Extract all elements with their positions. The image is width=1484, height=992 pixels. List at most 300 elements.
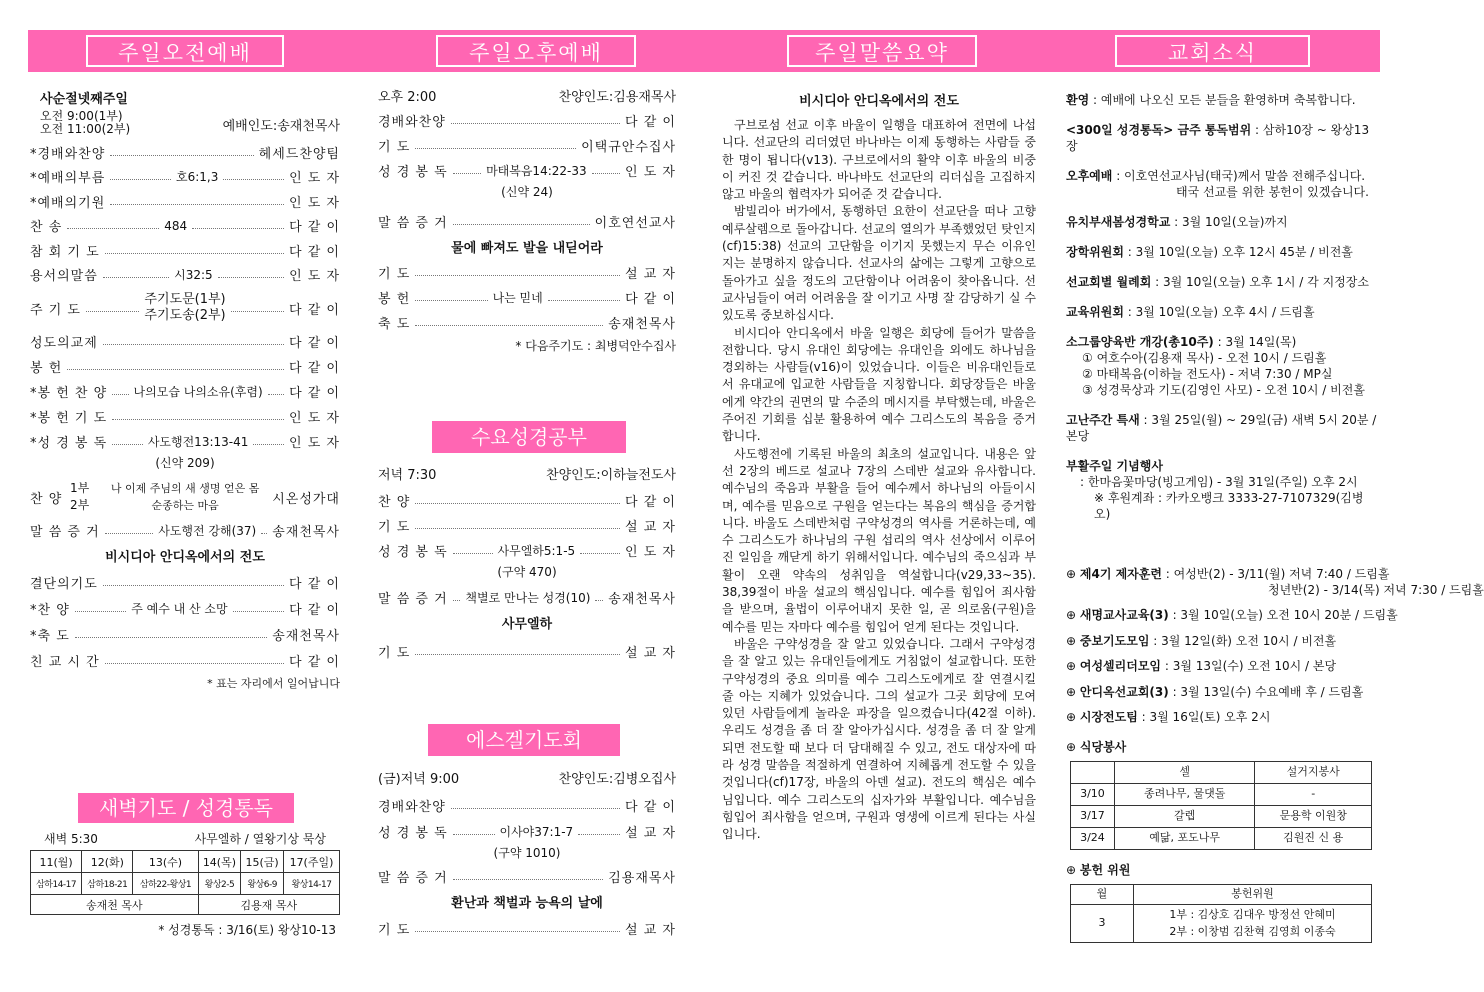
news-item bbox=[1066, 607, 1398, 633]
day-cell: 11(월) bbox=[31, 851, 82, 873]
order-row bbox=[30, 379, 340, 404]
news-items bbox=[1066, 566, 1484, 735]
dots bbox=[110, 204, 284, 205]
song-1: 나 이제 주님의 새 생명 얻은 몸 bbox=[110, 482, 260, 495]
order-label: 결단의기도 bbox=[30, 576, 98, 592]
order-row bbox=[378, 310, 676, 335]
afternoon-time: 오후 2:00 bbox=[378, 90, 437, 105]
order-row bbox=[378, 158, 676, 183]
order-label: 찬 양 bbox=[378, 495, 411, 510]
sermon-title: 비시디아 안디옥에서의 전도 bbox=[105, 550, 265, 565]
dots bbox=[415, 148, 576, 149]
dots bbox=[105, 533, 154, 534]
wednesday-list-1 bbox=[378, 488, 676, 563]
dots bbox=[231, 311, 284, 312]
dots bbox=[453, 224, 590, 225]
reading-cell: 왕상14-17 bbox=[283, 873, 339, 895]
ezekiel-malsseum bbox=[378, 864, 676, 888]
news-item bbox=[1066, 709, 1378, 735]
order-label: *찬 양 bbox=[30, 602, 70, 618]
wednesday-service bbox=[378, 464, 676, 666]
order-label: 경배와찬양 bbox=[378, 115, 446, 130]
jugido-2: 주기도송(2부) bbox=[144, 308, 226, 323]
group-item: ② 마태복음(이하늘 전도사) - 저녁 7:30 / MP실 bbox=[1082, 367, 1333, 381]
order-value: 이호연선교사 bbox=[594, 215, 676, 231]
order-value: 인 도 자 bbox=[289, 171, 341, 187]
order-label: 봉 헌 bbox=[378, 292, 411, 307]
news-easter bbox=[1066, 458, 1378, 522]
news-kinder bbox=[1066, 214, 1378, 230]
reading-cell: 왕상6-9 bbox=[241, 873, 284, 895]
chanyang-songs bbox=[98, 480, 272, 514]
summary-paragraph: 밤빌리아 버가에서, 동행하던 요한이 선교단을 떠나 고향 예루살렘으로 돌아갑니다. 선교의 열의가 부족했었던 탓인지(cf)15:38) 선교의 고단함을 이기지 못했는지 무슨 이유인지는 분명하지 않습니다. 선교사의 삶에는 그렇게 고향으로 돌아가고 싶을 정도의 고단함이나 어려움이 찾아옵니다. 선교사님들이 여러 어려움을 잘 이기고 사명 잘 감당하기 실 수 있도록 중보하십시다. bbox=[722, 204, 1036, 323]
bullet-icon: ⊕ bbox=[1066, 862, 1077, 877]
order-row bbox=[378, 818, 676, 844]
order-mid: 이사야37:1-7 bbox=[499, 824, 574, 839]
order-mid: 사도행전13:13-41 bbox=[147, 435, 249, 449]
offering-2: 2부 : 이창범 김찬혁 김영희 이종숙 bbox=[1169, 925, 1336, 938]
dots bbox=[103, 344, 284, 345]
reading-cell: 삼하22-왕상1 bbox=[133, 873, 198, 895]
header-morning: 주일오전예배 bbox=[86, 35, 284, 67]
order-value: 다 같 이 bbox=[289, 654, 340, 670]
news-text: : 3월 14일(목) bbox=[1213, 335, 1297, 349]
news-text: : 예배에 나오신 모든 분들을 환영하며 축복합니다. bbox=[1089, 93, 1356, 107]
dots bbox=[595, 600, 603, 601]
church-news-2 bbox=[1066, 566, 1484, 943]
dining-table bbox=[1070, 761, 1372, 850]
order-row bbox=[30, 214, 340, 239]
order-row bbox=[378, 915, 676, 941]
order-value: 인 도 자 bbox=[289, 411, 340, 426]
ezekiel-list-1 bbox=[378, 792, 676, 844]
summary-paragraph: 비시디아 안디옥에서 바울 일행은 회당에 들어가 말씀을 전합니다. 당시 유대인 회당에는 유대인을 외에도 하나님을 경외하는 사람들(v16)이 있었습니다. 이들은 비유대인들로서 유대교에 입교한 사람들을 지칭합니다. 회당장들은 바울에게 약간의 권면의 말 수준의 메시지를 부탁했는데, 바울은 주어진 기회를 십분 활용하여 예수 그리스도의 복음을 증거합니다. bbox=[722, 325, 1036, 444]
dots bbox=[415, 654, 620, 655]
bullet-icon: ⊕ bbox=[1066, 659, 1080, 673]
order-value: 설 교 자 bbox=[625, 922, 676, 938]
order-label: 주 기 도 bbox=[30, 302, 81, 318]
dots bbox=[415, 300, 487, 301]
dawn-time: 새벽 5:30 bbox=[44, 832, 98, 846]
dining-header bbox=[1071, 761, 1372, 783]
dining-cell: - bbox=[1255, 783, 1372, 805]
dots bbox=[110, 179, 171, 180]
bible-ref: (구약 470) bbox=[497, 565, 557, 579]
order-value: 송재천목사 bbox=[608, 317, 676, 332]
dining-cell: 문용학 이원창 bbox=[1255, 805, 1372, 827]
sunday-name: 사순절넷째주일 bbox=[40, 92, 128, 107]
order-mid: 호6:1,3 bbox=[176, 170, 219, 185]
reading-cell: 왕상2-5 bbox=[198, 873, 241, 895]
dining-header-cell: 셀 bbox=[1114, 761, 1255, 783]
order-row bbox=[378, 792, 676, 818]
order-value: 다 같 이 bbox=[289, 244, 340, 260]
next-prayer: * 다음주기도 : 최병덕안수집사 bbox=[515, 339, 676, 353]
order-label: 성 경 봉 독 bbox=[378, 825, 448, 841]
group-item: ① 여호수아(김용재 목사) - 오전 10시 / 드림홀 bbox=[1082, 351, 1327, 365]
bullet-icon: ⊕ bbox=[1066, 633, 1080, 648]
order-value: 다 같 이 bbox=[625, 799, 676, 815]
dawn-section bbox=[30, 830, 340, 938]
part-1: 1부 bbox=[70, 481, 90, 495]
bullet-icon: ⊕ bbox=[1066, 608, 1080, 622]
order-value: 인 도 자 bbox=[625, 165, 676, 180]
order-row bbox=[30, 189, 340, 214]
dots bbox=[453, 879, 604, 880]
order-row bbox=[30, 140, 340, 165]
order-row bbox=[30, 329, 340, 354]
order-row bbox=[30, 354, 340, 379]
dots bbox=[75, 611, 126, 612]
dots bbox=[67, 228, 159, 229]
order-list-2 bbox=[30, 329, 340, 454]
order-mid: 나는 믿네 bbox=[492, 291, 543, 305]
dots bbox=[253, 444, 284, 445]
news-passion bbox=[1066, 412, 1378, 444]
order-row bbox=[378, 108, 676, 133]
order-label: 참 회 기 도 bbox=[30, 244, 100, 260]
dots bbox=[415, 528, 620, 529]
dots bbox=[453, 553, 493, 554]
order-row bbox=[378, 209, 676, 233]
wednesday-list-2 bbox=[378, 636, 676, 666]
news-label: 제4기 제자훈련 bbox=[1079, 567, 1162, 581]
order-value: 이택규안수집사 bbox=[581, 140, 676, 155]
church-news bbox=[1066, 92, 1378, 522]
order-list-3 bbox=[30, 569, 340, 673]
dots bbox=[415, 503, 620, 504]
dots bbox=[261, 533, 267, 534]
dots bbox=[103, 585, 284, 586]
preacher-row bbox=[31, 895, 340, 915]
dots bbox=[223, 179, 284, 180]
order-jugido bbox=[30, 287, 340, 329]
order-label: *봉 헌 기 도 bbox=[30, 411, 108, 426]
news-text-2: 태국 선교를 위한 봉헌이 있겠습니다. bbox=[1176, 185, 1369, 199]
order-label: 축 도 bbox=[378, 317, 411, 332]
bible-ref: (구약 1010) bbox=[493, 846, 561, 860]
day-cell: 15(금) bbox=[241, 851, 284, 873]
order-row bbox=[378, 513, 676, 538]
order-row bbox=[30, 647, 340, 673]
dots bbox=[451, 808, 620, 809]
dining-cell: 3/17 bbox=[1071, 805, 1115, 827]
order-value: 다 같 이 bbox=[289, 361, 340, 376]
group-item: ③ 성경묵상과 기도(김영인 사모) - 오전 10시 / 비전홀 bbox=[1082, 383, 1365, 397]
ezekiel-header bbox=[378, 768, 676, 792]
afternoon-list-1 bbox=[378, 108, 676, 183]
wednesday-malsseum bbox=[378, 585, 676, 609]
order-label: 기 도 bbox=[378, 645, 411, 661]
news-text: : 3월 10일(오늘) 오후 1시 / 각 지정장소 bbox=[1151, 275, 1369, 289]
order-row bbox=[378, 488, 676, 513]
news-text: : 이호연선교사님(태국)께서 말씀 전해주십니다. bbox=[1112, 169, 1366, 183]
order-value: 설 교 자 bbox=[625, 825, 677, 841]
offering-header-cell: 봉헌위원 bbox=[1134, 884, 1372, 904]
order-row bbox=[378, 260, 676, 285]
dots bbox=[112, 444, 143, 445]
order-value: 송재천목사 bbox=[608, 591, 676, 607]
order-value: 김용재목사 bbox=[608, 870, 676, 886]
news-edu bbox=[1066, 304, 1378, 320]
order-label: 용서의말씀 bbox=[30, 269, 98, 285]
news-group bbox=[1066, 334, 1378, 398]
news-text: : 3월 12일(화) 오전 10시 / 비전홀 bbox=[1149, 633, 1337, 648]
order-value: 다 같 이 bbox=[289, 602, 341, 618]
dots bbox=[67, 369, 284, 370]
dots bbox=[453, 834, 495, 835]
summary-body bbox=[722, 117, 1036, 843]
wednesday-title: 수요성경공부 bbox=[432, 421, 626, 453]
dots bbox=[268, 394, 284, 395]
dining-cell: 종려나무, 물댓돌 bbox=[1114, 783, 1255, 805]
news-label: 환영 bbox=[1066, 93, 1090, 107]
group-list bbox=[1066, 350, 1378, 398]
news-text: : 3월 13일(수) 수요예배 후 / 드림홀 bbox=[1168, 684, 1364, 699]
order-label: *봉 헌 찬 양 bbox=[30, 386, 108, 401]
dawn-note: 사무엘하 / 열왕기상 묵상 bbox=[194, 832, 326, 846]
order-label: *경배와찬양 bbox=[30, 146, 106, 162]
dining-row bbox=[1071, 805, 1372, 827]
order-value: 다 같 이 bbox=[289, 220, 341, 236]
order-row bbox=[378, 636, 676, 666]
order-value: 시온성가대 bbox=[272, 491, 340, 507]
dots bbox=[86, 311, 139, 312]
news-text: : 여성반(2) - 3/11(월) 저녁 7:40 / 드림홀 bbox=[1161, 567, 1390, 581]
order-label: *축 도 bbox=[30, 628, 70, 644]
dots bbox=[233, 611, 284, 612]
dots bbox=[75, 637, 267, 638]
dawn-title: 새벽기도 / 성경통독 bbox=[78, 793, 294, 823]
bible-ref: (신약 24) bbox=[501, 185, 553, 199]
dots bbox=[548, 300, 620, 301]
afternoon-list-2 bbox=[378, 260, 676, 335]
dots bbox=[415, 275, 620, 276]
order-value: 송재천목사 bbox=[272, 628, 340, 644]
news-item bbox=[1066, 658, 1378, 684]
news-text: 청년반(2) - 3/14(목) 저녁 7:30 / 드림홀 bbox=[1268, 582, 1484, 597]
dots bbox=[112, 394, 128, 395]
order-label: 성 경 봉 독 bbox=[378, 165, 448, 180]
dining-cell: 김원진 신 용 bbox=[1255, 827, 1372, 849]
news-mission bbox=[1066, 274, 1378, 290]
order-mid: 주 예수 내 산 소망 bbox=[131, 601, 228, 616]
order-value: 인 도 자 bbox=[289, 269, 341, 285]
news-label: 시장전도팀 bbox=[1079, 710, 1138, 724]
news-label: 교육위원회 bbox=[1066, 305, 1124, 319]
stand-note: * 표는 자리에서 일어납니다 bbox=[207, 677, 340, 690]
order-label: 말 씀 증 거 bbox=[30, 524, 100, 540]
order-row bbox=[30, 165, 340, 190]
offering-row bbox=[1071, 904, 1372, 942]
offering-table bbox=[1070, 884, 1372, 943]
order-mid: 사도행전 강해(37) bbox=[158, 523, 257, 538]
order-mid: 마태복음14:22-33 bbox=[486, 164, 587, 178]
part-2: 2부 bbox=[70, 498, 90, 512]
order-row bbox=[30, 569, 340, 595]
dawn-header bbox=[30, 830, 340, 850]
order-value: 설 교 자 bbox=[625, 645, 676, 661]
order-label: 기 도 bbox=[378, 140, 411, 155]
news-pm bbox=[1066, 168, 1378, 200]
order-value: 다 같 이 bbox=[289, 302, 340, 318]
ezekiel-service bbox=[378, 768, 676, 941]
news-label: 봉헌 위원 bbox=[1079, 862, 1131, 877]
dining-cell: 3/10 bbox=[1071, 783, 1115, 805]
order-malsseum bbox=[30, 518, 340, 542]
wednesday-header bbox=[378, 464, 676, 488]
offering-month: 3 bbox=[1071, 904, 1134, 942]
sermon-summary bbox=[722, 86, 1036, 843]
order-value: 인 도 자 bbox=[289, 436, 340, 451]
order-value: 설 교 자 bbox=[625, 267, 676, 282]
afternoon-leader: 찬양인도:김용재목사 bbox=[558, 90, 676, 105]
offering-label bbox=[1066, 862, 1378, 878]
dots bbox=[592, 173, 620, 174]
offering-header-cell: 월 bbox=[1071, 884, 1134, 904]
sermon-title: 환난과 책벌과 능욕의 날에 bbox=[451, 896, 603, 911]
order-value: 다 같 이 bbox=[289, 336, 340, 351]
wednesday-time: 저녁 7:30 bbox=[378, 468, 437, 483]
order-value: 인 도 자 bbox=[625, 545, 676, 560]
dining-row bbox=[1071, 783, 1372, 805]
news-label: 중보기도모임 bbox=[1079, 633, 1150, 648]
header-summary: 주일말씀요약 bbox=[787, 35, 977, 67]
order-label: *예배의부름 bbox=[30, 171, 106, 187]
dining-cell: 갈렙 bbox=[1114, 805, 1255, 827]
order-label: 친 교 시 간 bbox=[30, 654, 100, 670]
dining-row bbox=[1071, 827, 1372, 849]
order-mid: 484 bbox=[164, 218, 188, 233]
order-row bbox=[30, 263, 340, 288]
wednesday-leader: 찬양인도:이하늘전도사 bbox=[546, 468, 676, 483]
jugido-1: 주기도문(1부) bbox=[144, 292, 226, 307]
order-row bbox=[30, 621, 340, 647]
order-row bbox=[30, 238, 340, 263]
bullet-icon: ⊕ bbox=[1066, 739, 1077, 754]
news-text: : 3월 13일(수) 오전 10시 / 본당 bbox=[1161, 659, 1337, 673]
news-text: : 3월 10일(오늘)까지 bbox=[1170, 215, 1288, 229]
day-cell: 12(화) bbox=[82, 851, 133, 873]
order-row bbox=[378, 585, 676, 609]
dots bbox=[110, 155, 253, 156]
day-cell: 13(수) bbox=[133, 851, 198, 873]
dots bbox=[415, 325, 603, 326]
news-label: <300일 성경통독> 금주 통독범위 bbox=[1066, 123, 1252, 137]
dots bbox=[105, 253, 284, 254]
order-row bbox=[30, 429, 340, 454]
days-row bbox=[31, 851, 340, 873]
sermon-title: 물에 빠져도 발을 내딛어라 bbox=[451, 241, 603, 256]
news-welcome bbox=[1066, 92, 1378, 108]
dawn-footer: * 성경통독 : 3/16(토) 왕상10-13 bbox=[158, 923, 336, 937]
dots bbox=[415, 931, 620, 932]
bible-ref: (신약 209) bbox=[155, 456, 215, 470]
order-value: 다 같 이 bbox=[625, 292, 677, 307]
order-label: 기 도 bbox=[378, 520, 411, 535]
dots bbox=[218, 277, 284, 278]
order-row bbox=[378, 133, 676, 158]
news-label: 식당봉사 bbox=[1079, 739, 1127, 754]
summary-title: 비시디아 안디옥에서의 전도 bbox=[799, 94, 959, 109]
news-label: 소그룹양육반 개강(총10주) bbox=[1066, 335, 1214, 349]
day-cell: 17(주일) bbox=[283, 851, 339, 873]
news-label: 장학위원회 bbox=[1066, 245, 1124, 259]
reading-cell: 삼하14-17 bbox=[31, 873, 82, 895]
preacher-2: 김용재 목사 bbox=[198, 895, 339, 915]
order-value: 송재천목사 bbox=[272, 524, 340, 540]
readings-row bbox=[31, 873, 340, 895]
news-text: : 3월 16일(토) 오후 2시 bbox=[1137, 710, 1271, 724]
sermon-title: 사무엘하 bbox=[501, 617, 553, 632]
morning-service bbox=[30, 88, 340, 691]
dots bbox=[580, 553, 620, 554]
dots bbox=[578, 834, 620, 835]
order-label: 찬 송 bbox=[30, 220, 63, 236]
order-value: 설 교 자 bbox=[625, 520, 676, 535]
day-cell: 14(목) bbox=[198, 851, 241, 873]
news-text: : 삼하10장 ~ 왕상13장 bbox=[1066, 123, 1370, 153]
dots bbox=[112, 419, 284, 420]
order-list-1 bbox=[30, 140, 340, 287]
order-mid: 시32:5 bbox=[174, 268, 213, 283]
time-block bbox=[40, 110, 130, 140]
bullet-icon: ⊕ bbox=[1066, 567, 1080, 581]
news-reading bbox=[1066, 122, 1378, 154]
order-label: 경배와찬양 bbox=[378, 799, 446, 815]
order-label: 말 씀 증 거 bbox=[378, 870, 448, 886]
bullet-icon: ⊕ bbox=[1066, 684, 1080, 699]
order-label: 기 도 bbox=[378, 922, 411, 938]
order-label: 말 씀 증 거 bbox=[378, 591, 448, 607]
header-afternoon: 주일오후예배 bbox=[436, 35, 636, 67]
preacher-1: 송재천 목사 bbox=[31, 895, 199, 915]
afternoon-header bbox=[378, 86, 676, 108]
dining-body bbox=[1071, 783, 1372, 849]
parts bbox=[70, 480, 98, 514]
dots bbox=[105, 663, 284, 664]
news-label: 고난주간 특새 bbox=[1066, 413, 1140, 427]
order-label: 말 씀 증 거 bbox=[378, 215, 448, 231]
news-text: : 3월 10일(오늘) 오후 12시 45분 / 비전홀 bbox=[1123, 245, 1353, 259]
news-item bbox=[1066, 582, 1484, 608]
dots bbox=[453, 600, 461, 601]
time-2: 오전 11:00(2부) bbox=[40, 122, 131, 136]
order-label: 성 경 봉 독 bbox=[378, 545, 448, 560]
order-mid: 사무엘하5:1-5 bbox=[497, 544, 576, 558]
header-news: 교회소식 bbox=[1115, 35, 1310, 67]
news-label: 오후예배 bbox=[1066, 169, 1113, 183]
news-item bbox=[1066, 633, 1378, 659]
news-label: 새명교사교육(3) bbox=[1079, 608, 1169, 622]
news-text: : 3월 10일(오늘) 오후 4시 / 드림홀 bbox=[1123, 305, 1315, 319]
order-value: 헤세드찬양팀 bbox=[258, 146, 340, 162]
easter-line-1: : 한마음꽃마당(빙고게임) - 3월 31일(주일) 오후 2시 bbox=[1080, 475, 1358, 489]
news-elders bbox=[1066, 244, 1378, 260]
news-label: 유치부새봄성경학교 bbox=[1066, 215, 1171, 229]
news-label: 여성셀리더모임 bbox=[1079, 659, 1162, 673]
time-1: 오전 9:00(1부) bbox=[40, 109, 123, 123]
song-2: 순종하는 마음 bbox=[151, 499, 219, 512]
order-label: 찬 양 bbox=[30, 491, 63, 507]
dining-cell: 3/24 bbox=[1071, 827, 1115, 849]
ezekiel-time: (금)저녁 9:00 bbox=[378, 772, 460, 787]
order-row bbox=[378, 864, 676, 888]
order-label: 기 도 bbox=[378, 267, 411, 282]
order-row bbox=[378, 285, 676, 310]
dots bbox=[103, 277, 169, 278]
order-value: 인 도 자 bbox=[289, 195, 340, 211]
